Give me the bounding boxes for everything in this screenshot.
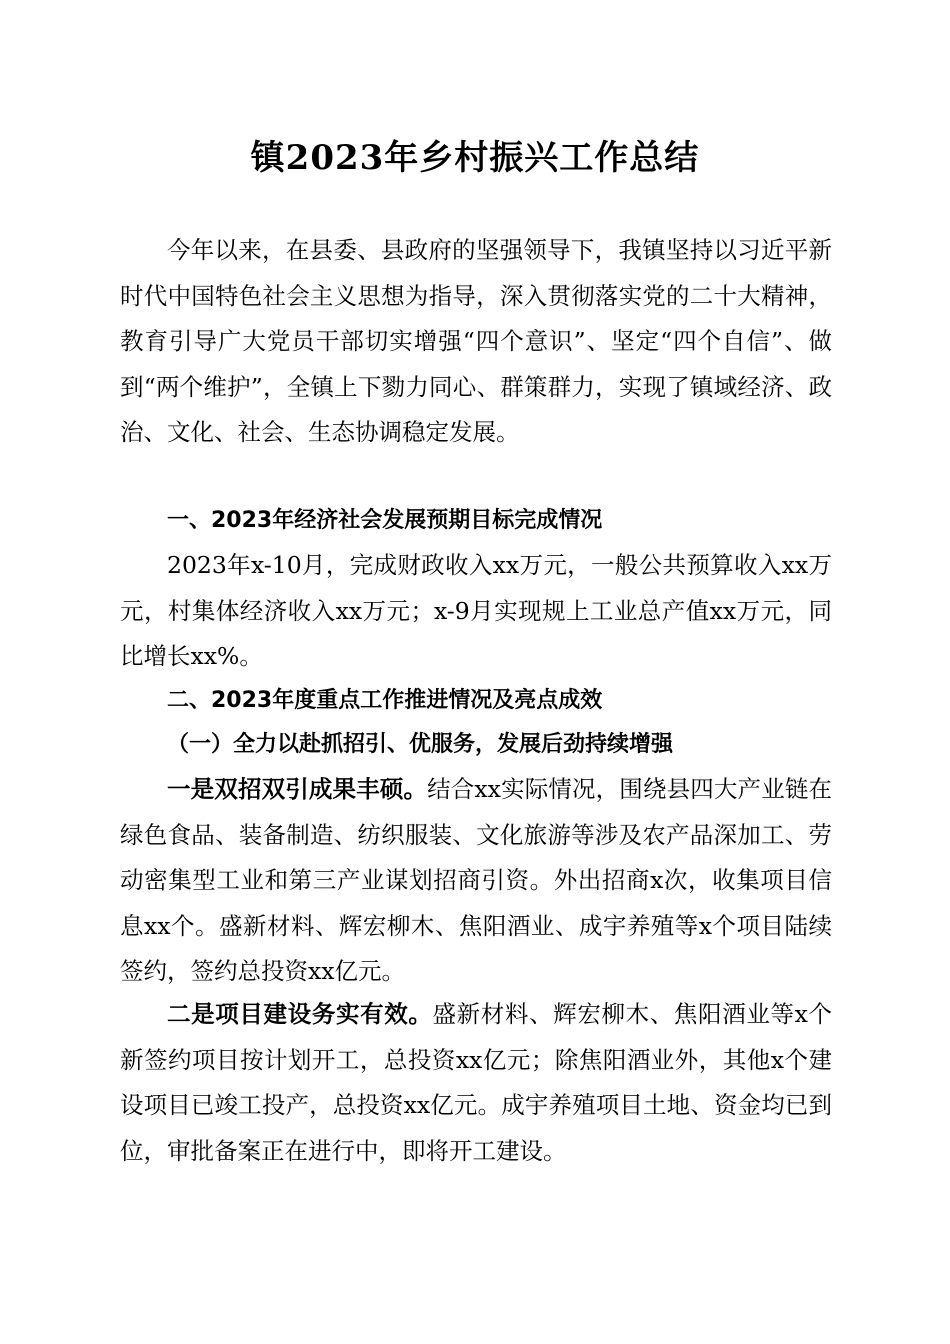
document-title: 镇2023年乡村振兴工作总结 <box>250 138 700 178</box>
point1-text: 结合xx实际情况，围绕县四大产业链在绿色食品、装备制造、纺织服装、文化旅游等涉及农产品深加工、劳动密集型工业和第三产业谋划招商引资。外出招商x次，收集项目信息xx个。盛新材料、辉宏柳木、焦阳酒业、成宇养殖等x个项目陆续签约，签约总投资xx亿元。 <box>120 775 832 985</box>
section1-heading: 一、2023年经济社会发展预期目标完成情况 <box>167 508 603 533</box>
section2-heading: 二、2023年度重点工作推进情况及亮点成效 <box>167 688 603 713</box>
point2-text: 盛新材料、辉宏柳木、焦阳酒业等x个新签约项目按计划开工，总投资xx亿元；除焦阳酒业外，其他x个建设项目已竣工投产，总投资xx亿元。成宇养殖项目土地、资金均已到位，审批备案正在进行中，即将开工建设。 <box>120 1000 832 1165</box>
point2-paragraph <box>120 992 832 1174</box>
section2-subheading-1: （一）全力以赴抓招引、优服务，发展后劲持续增强 <box>167 731 674 757</box>
point1-paragraph <box>120 767 832 995</box>
section1-paragraph: 2023年x-10月，完成财政收入xx万元，一般公共预算收入xx万元，村集体经济收入xx万元；x-9月实现规上工业总产值xx万元，同比增长xx%。 <box>120 551 832 670</box>
intro-paragraph: 今年以来，在县委、县政府的坚强领导下，我镇坚持以习近平新时代中国特色社会主义思想为指导，深入贯彻落实党的二十大精神，教育引导广大党员干部切实增强“四个意识”、坚定“四个自信”、做到“两个维护”，全镇上下勠力同心、群策群力，实现了镇域经济、政治、文化、社会、生态协调稳定发展。 <box>120 236 832 446</box>
point1-lead: 一是双招双引成果丰硕。 <box>167 775 428 803</box>
point2-lead: 二是项目建设务实有效。 <box>167 1000 433 1028</box>
